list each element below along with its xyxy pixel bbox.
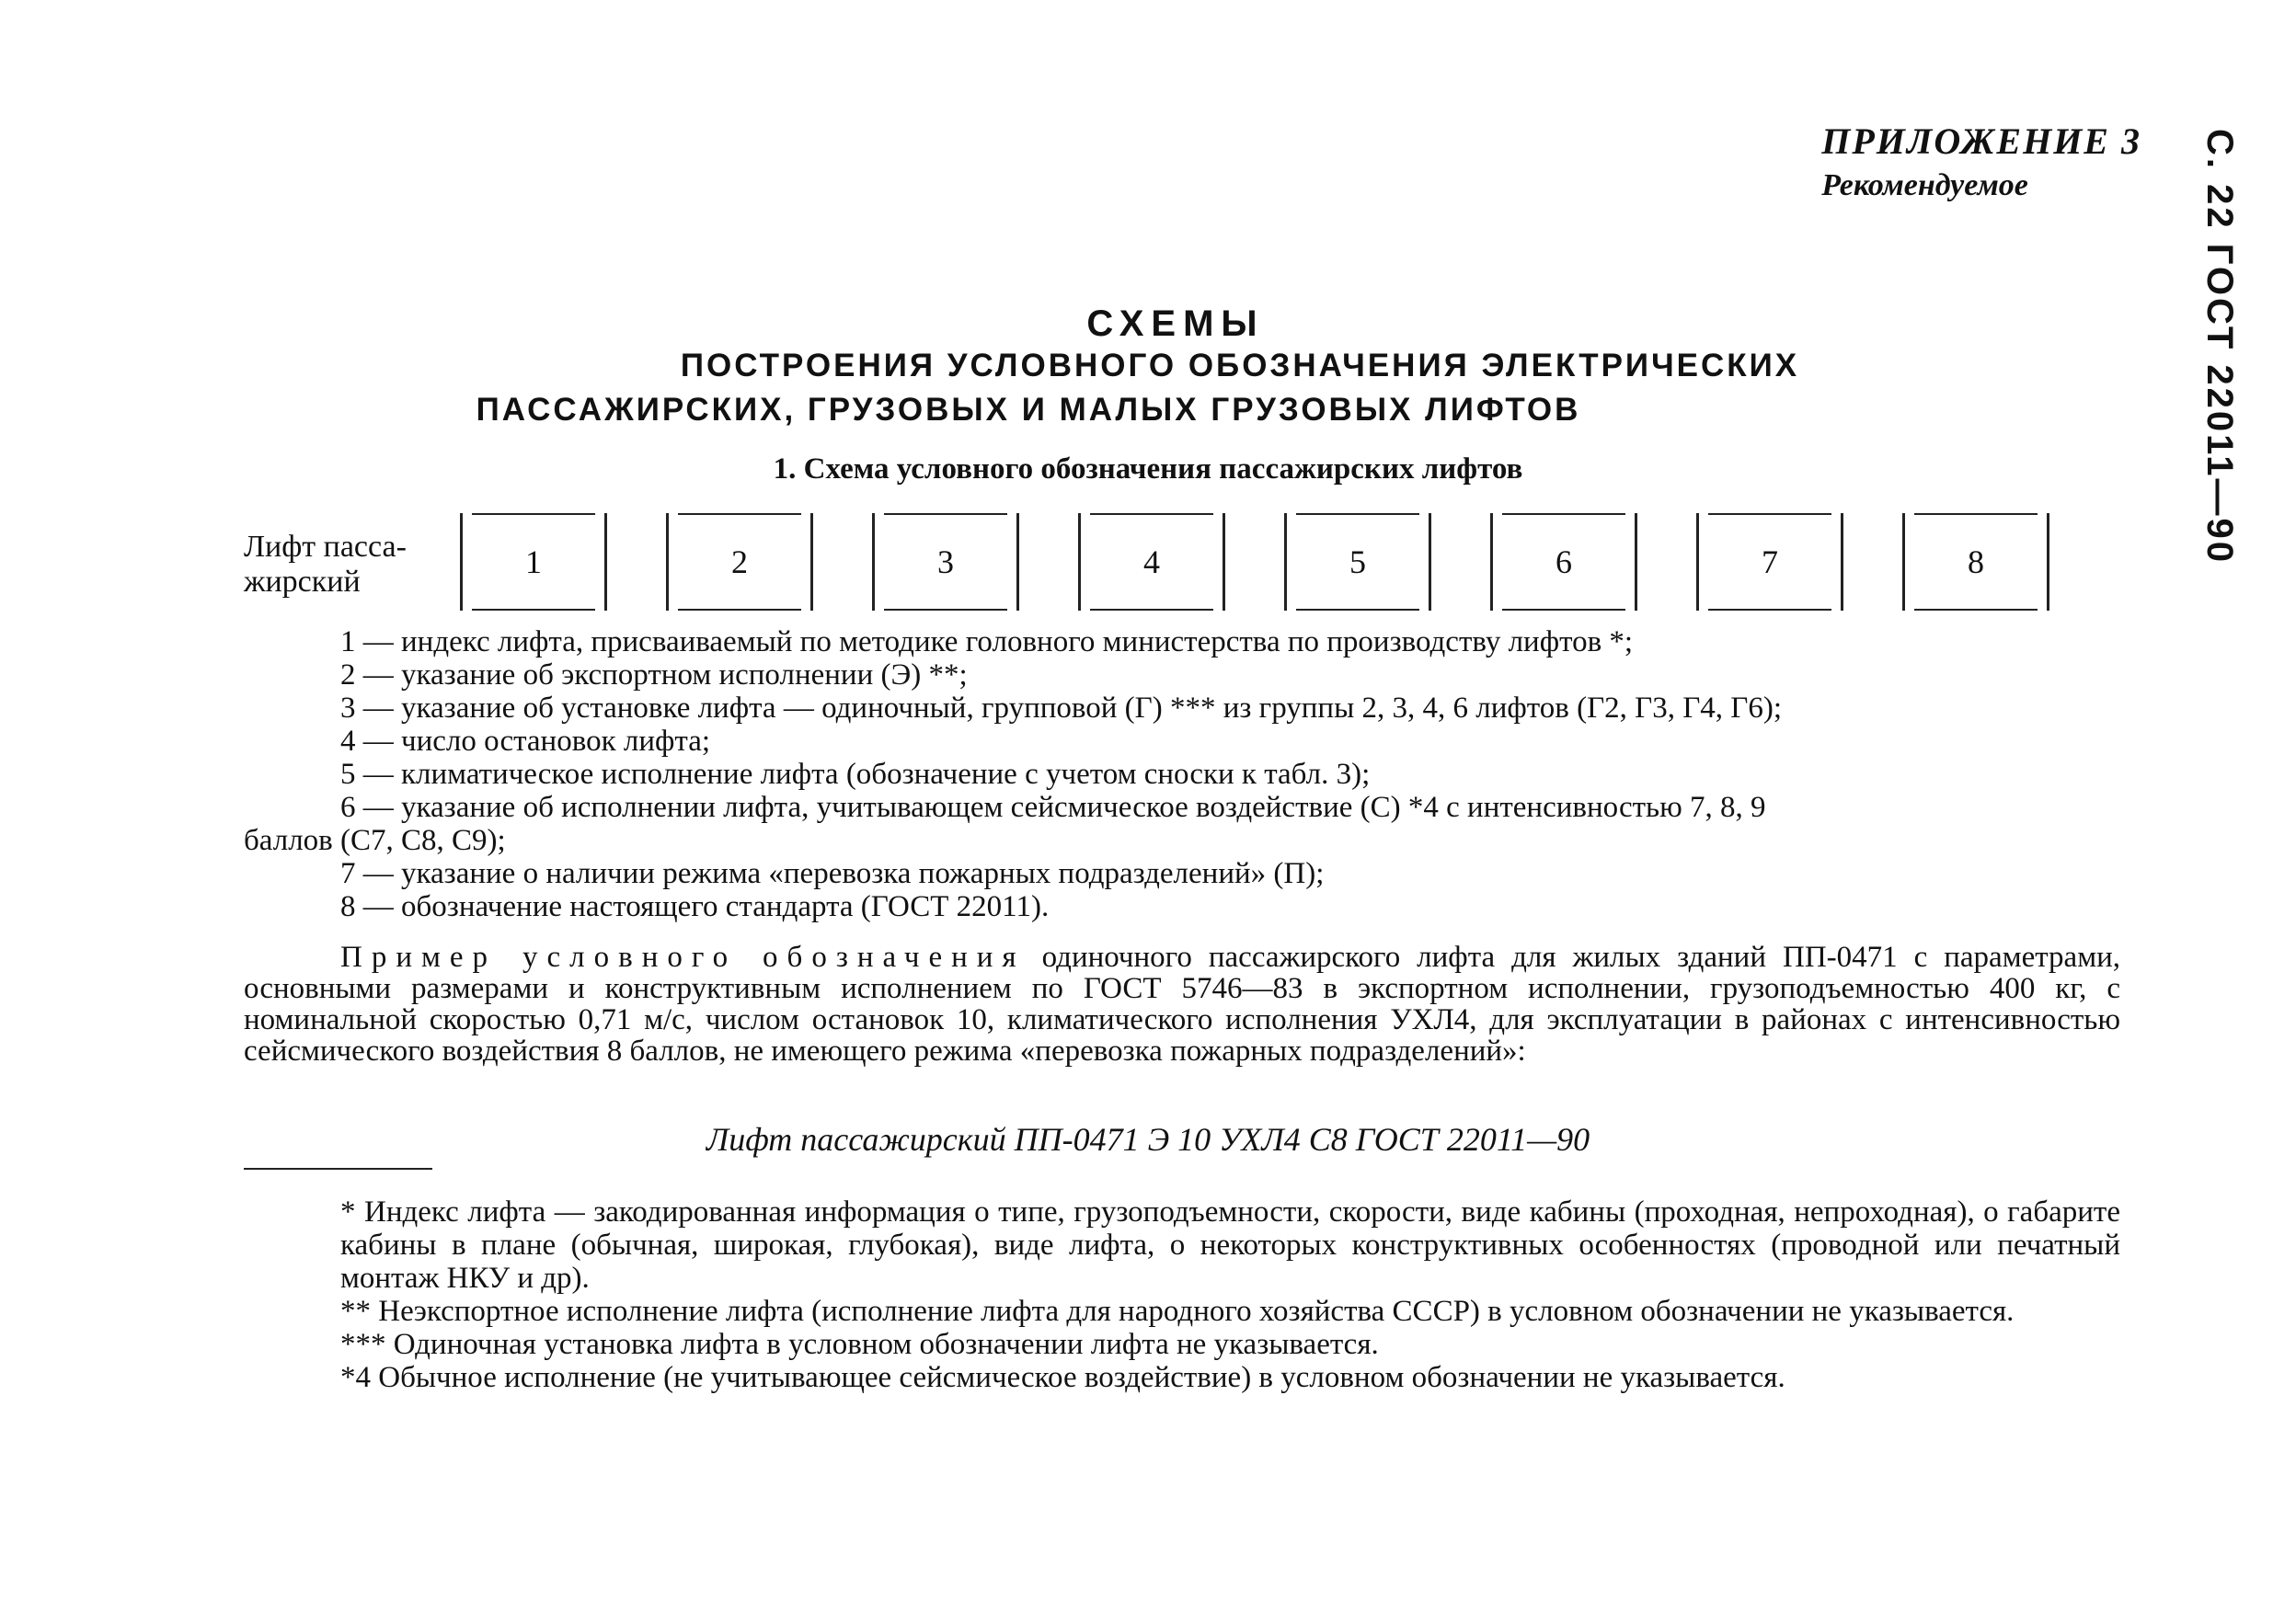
scheme-box-4: 4: [1078, 513, 1225, 611]
heading-line-3: ПАССАЖИРСКИХ, ГРУЗОВЫХ И МАЛЫХ ГРУЗОВЫХ ЛИФТОВ: [476, 392, 1581, 428]
legend-item: 7 — указание о наличии режима «перевозка пожарных подразделений» (П);: [340, 857, 1325, 890]
legend-item: 4 — число остановок лифта;: [340, 725, 711, 758]
diagram-label: [244, 530, 407, 600]
footnotes: [244, 1195, 2120, 1394]
designation-scheme: [460, 513, 2070, 614]
footnote: ** Неэкспортное исполнение лифта (исполнение лифта для народного хозяйства СССР) в условном обозначении не указывается.: [340, 1295, 2015, 1328]
heading-line-2: ПОСТРОЕНИЯ УСЛОВНОГО ОБОЗНАЧЕНИЯ ЭЛЕКТРИЧЕСКИХ: [680, 348, 1800, 383]
legend-item: 5 — климатическое исполнение лифта (обозначение с учетом сноски к табл. 3);: [340, 758, 1371, 791]
legend-item: 2 — указание об экспортном исполнении (Э) **;: [340, 658, 968, 692]
legend-item: 8 — обозначение настоящего стандарта (ГОСТ 22011).: [340, 890, 1050, 923]
scheme-box-7: 7: [1696, 513, 1843, 611]
footnote: * Индекс лифта — закодированная информация о типе, грузоподъемности, скорости, виде кабины (проходная, непроходная), о габарите кабины в плане (обычная, широкая, глубокая), виде лифта, о некоторых конструктивных особенностях (проводной или печатный монтаж НКУ и др).: [340, 1195, 2120, 1295]
scheme-box-3: 3: [872, 513, 1019, 611]
example-lead: Пример условного обозначения: [340, 941, 1026, 974]
scheme-box-1: 1: [460, 513, 607, 611]
scheme-box-8: 8: [1902, 513, 2049, 611]
footnote: *4 Обычное исполнение (не учитывающее сейсмическое воздействие) в условном обозначении не указывается.: [340, 1361, 1785, 1394]
diagram-label-line-2: жирский: [244, 565, 361, 599]
appendix-title: ПРИЛОЖЕНИЕ 3: [1821, 120, 2141, 162]
legend-item: 1 — индекс лифта, присваиваемый по методике головного министерства по производству лифтов *;: [340, 625, 1634, 658]
example-designation: Лифт пассажирский ПП-0471 Э 10 УХЛ4 С8 ГОСТ 22011—90: [706, 1121, 1590, 1158]
appendix-header: [1821, 120, 2141, 203]
legend-item: 6 — указание об исполнении лифта, учитывающем сейсмическое воздействие (С) *4 с интенсивностью 7, 8, 9: [340, 791, 1766, 824]
legend-item-continuation: баллов (С7, С8, С9);: [244, 824, 506, 857]
footnote-divider: [244, 1168, 432, 1170]
example-text: одиночного пассажирского лифта для жилых зданий ПП-0471 с параметрами, основными размерами и конструктивным исполнением по ГОСТ 5746—83 в экспортном исполнении, грузоподъемностью 400 кг, с номинальной скоростью 0,71 м/с, числом остановок 10, климатического исполнения УХЛ4, для эксплуатации в районах с интенсивностью сейсмического воздействия 8 баллов, не имеющего режима «перевозка пожарных подразделений»:: [244, 941, 2120, 1068]
scheme-box-6: 6: [1490, 513, 1637, 611]
footnote: *** Одиночная установка лифта в условном обозначении лифта не указывается.: [340, 1328, 1379, 1361]
heading-line-1: СХЕМЫ: [1086, 303, 1265, 344]
scheme-box-5: 5: [1284, 513, 1431, 611]
page-reference: С. 22 ГОСТ 22011—90: [2199, 129, 2240, 565]
diagram-label-line-1: Лифт пасса-: [244, 530, 407, 564]
legend-item: 3 — указание об установке лифта — одиночный, групповой (Г) *** из группы 2, 3, 4, 6 лифтов (Г2, Г3, Г4, Г6);: [340, 692, 1783, 725]
example-paragraph: [244, 942, 2120, 1067]
section-title: 1. Схема условного обозначения пассажирских лифтов: [773, 452, 1523, 486]
appendix-subtitle: Рекомендуемое: [1821, 168, 2028, 202]
scheme-box-2: 2: [666, 513, 813, 611]
legend-list: [244, 625, 2120, 923]
